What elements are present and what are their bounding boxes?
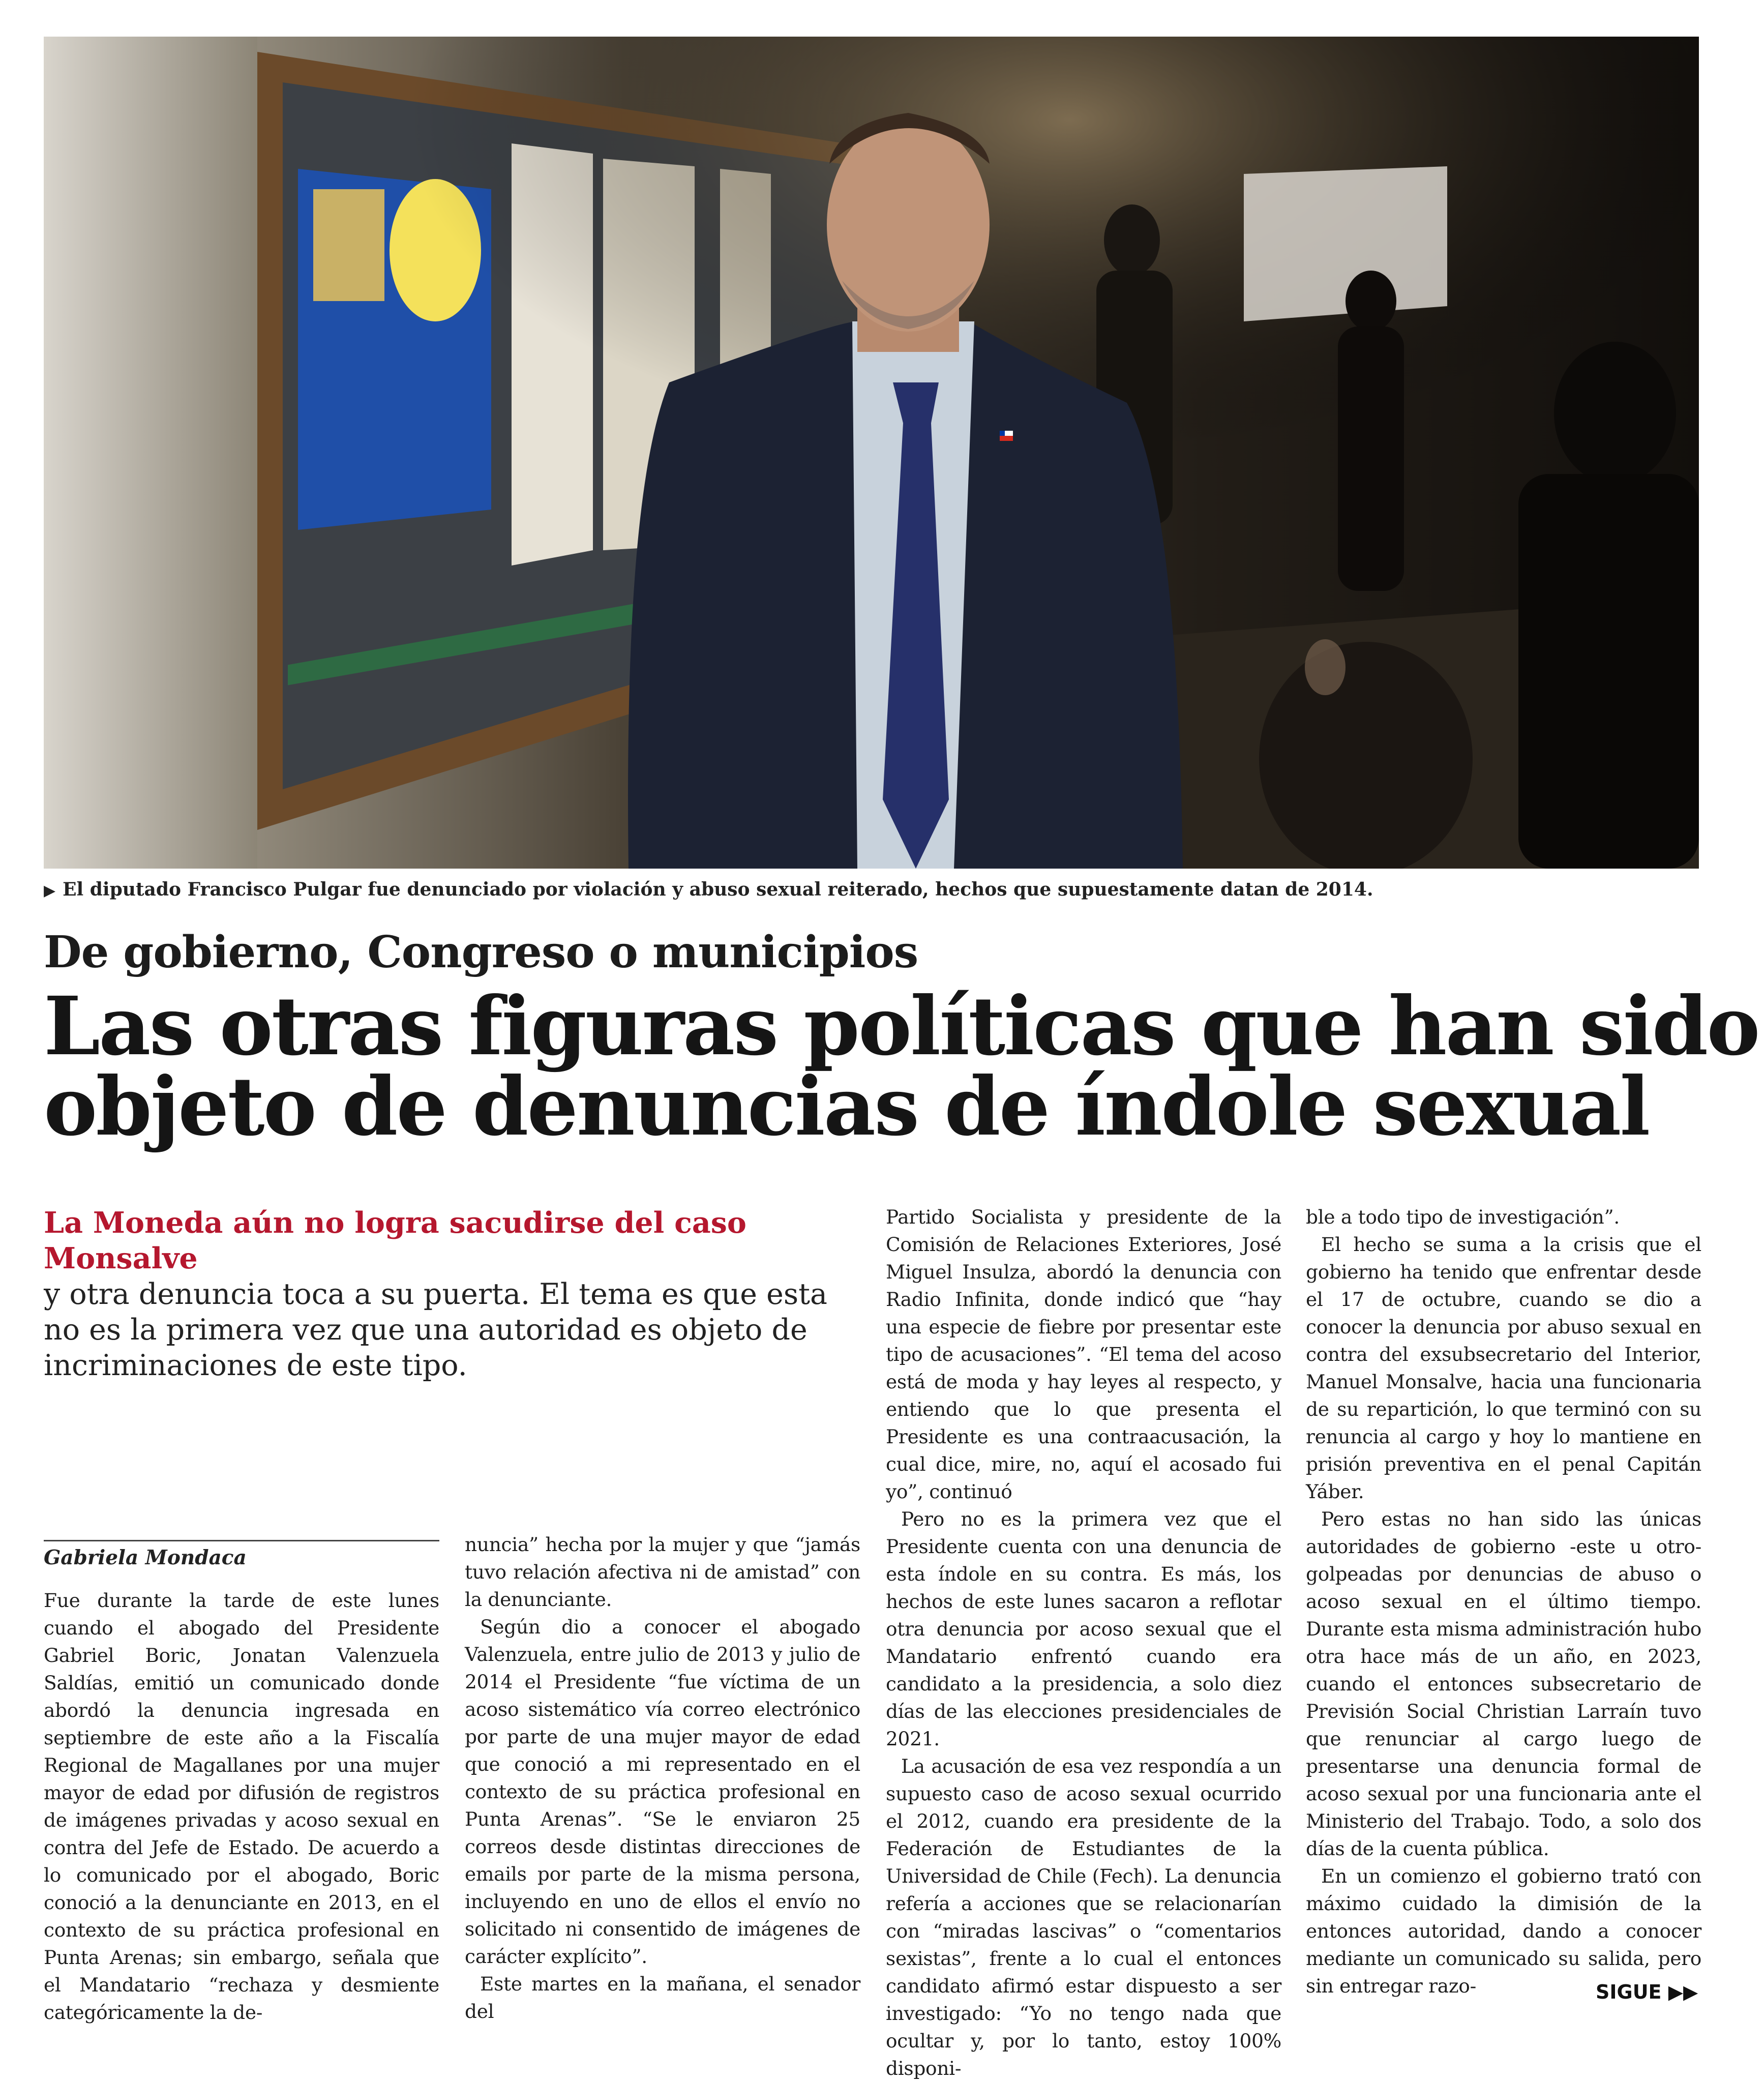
paragraph: nuncia” hecha por la mujer y que “jamás tuvo relación afectiva ni de amistad” con la denunciante. <box>465 1533 860 1611</box>
article-photo <box>44 37 1699 869</box>
byline-divider <box>44 1540 439 1541</box>
lead-highlight: La Moneda aún no logra sacudirse del caso Monsalve <box>44 1206 746 1275</box>
article-kicker: De gobierno, Congreso o municipios <box>44 927 918 978</box>
caption-arrow-icon: ▶ <box>44 882 56 900</box>
paragraph: La acusación de esa vez respondía a un supuesto caso de acoso sexual ocurrido el 2012, cuando era presidente de la Federación de Estudiantes de la Universidad de Chile (Fech). La denuncia refería a acciones que se relacionarían con “miradas lascivas” o “comentarios sexistas”, frente a lo cual el entonces candidato afirmó estar dispuesto a ser investigado: “Yo no tengo nada que ocultar y, por lo tanto, estoy 100% disponi- <box>886 1755 1281 2079</box>
lead-text: y otra denuncia toca a su puerta. El tema es que esta no es la primera vez que una autoridad es objeto de incriminaciones de este tipo. <box>44 1277 828 1382</box>
paragraph: Partido Socialista y presidente de la Comisión de Relaciones Exteriores, José Miguel Insulza, abordó la denuncia con Radio Infinita, donde indicó que “hay una especie de fiebre por presentar este tipo de acusaciones”. “El tema del acoso está de moda y hay leyes al respecto, y entiendo que lo que presenta el Presidente es una contraacusación, la cual dice, mire, no, aquí el acosado fui yo”, continuó <box>886 1206 1281 1503</box>
article-lead <box>44 1205 857 1383</box>
paragraph: Fue durante la tarde de este lunes cuando el abogado del Presidente Gabriel Boric, Jonatan Valenzuela Saldías, emitió un comunicado donde abordó la denuncia ingresada en septiembre de este año a la Fiscalía Regional de Magallanes por una mujer mayor de edad por difusión de registros de imágenes privadas y acoso sexual en contra del Jefe de Estado. De acuerdo a lo comunicado por el abogado, Boric conoció a la denunciante en 2013, en el contexto de su práctica profesional en Punta Arenas; sin embargo, señala que el Mandatario “rechaza y desmiente categóricamente la de- <box>44 1589 439 2024</box>
photo-icon <box>44 37 1699 869</box>
byline: Gabriela Mondaca <box>44 1546 247 1569</box>
paragraph: Pero no es la primera vez que el Presidente cuenta con una denuncia de esta índole en su contra. Es más, los hechos de este lunes sacaron a reflotar otra denuncia por acoso sexual que el Mandatario enfrentó cuando era candidato a la presidencia, a solo diez días de las elecciones presidenciales de 2021. <box>886 1508 1281 1750</box>
paragraph: Este martes en la mañana, el senador del <box>465 1973 860 2022</box>
paragraph: ble a todo tipo de investigación”. <box>1306 1206 1620 1228</box>
paragraph: Pero estas no han sido las únicas autoridades de gobierno -este u otro- golpeadas por denuncias de abuso o acoso sexual en el último tiempo. Durante esta misma administración hubo otra hace más de un año, en 2023, cuando el entonces subsecretario de Previsión Social Christian Larraín tuvo que renunciar al cargo luego de presentarse una denuncia formal de acoso sexual por una funcionaria ante el Ministerio del Trabajo. Todo, a solo dos días de la cuenta pública. <box>1306 1508 1701 1860</box>
headline-line-2: objeto de denuncias de índole sexual <box>44 1060 1649 1154</box>
body-column-3 <box>886 1203 1281 2082</box>
continue-marker: SIGUE ▶▶ <box>1596 1981 1698 2003</box>
headline-line-1: Las otras figuras políticas que han sido <box>44 979 1759 1074</box>
paragraph: Según dio a conocer el abogado Valenzuela, entre julio de 2013 y julio de 2014 el Presidente “fue víctima de un acoso sistemático vía correo electrónico por parte de una mujer mayor de edad que conoció a mi representado en el contexto de su práctica profesional en Punta Arenas”. “Se le enviaron 25 correos desde distintas direcciones de emails por parte de la misma persona, incluyendo en uno de ellos el envío no solicitado ni consentido de imágenes de carácter explícito”. <box>465 1616 860 1968</box>
body-column-1 <box>44 1587 439 2026</box>
body-column-2 <box>465 1531 860 2025</box>
paragraph: En un comienzo el gobierno trató con máximo cuidado la dimisión de la entonces autoridad, dando a conocer mediante un comunicado su salida, pero sin entregar razo- <box>1306 1865 1701 1997</box>
photo-caption <box>44 879 1699 900</box>
body-column-4 <box>1306 1203 1701 2000</box>
article-headline <box>44 979 1759 1154</box>
paragraph: El hecho se suma a la crisis que el gobierno ha tenido que enfrentar desde el 17 de octubre, cuando se dio a conocer la denuncia por abuso sexual en contra del exsubsecretario del Interior, Manuel Monsalve, hacia una funcionaria de su repartición, lo que terminó con su renuncia al cargo y hoy lo mantiene en prisión preventiva en el penal Capitán Yáber. <box>1306 1233 1701 1503</box>
caption-text: El diputado Francisco Pulgar fue denunciado por violación y abuso sexual reiterado, hechos que supuestamente datan de 2014. <box>63 879 1373 900</box>
